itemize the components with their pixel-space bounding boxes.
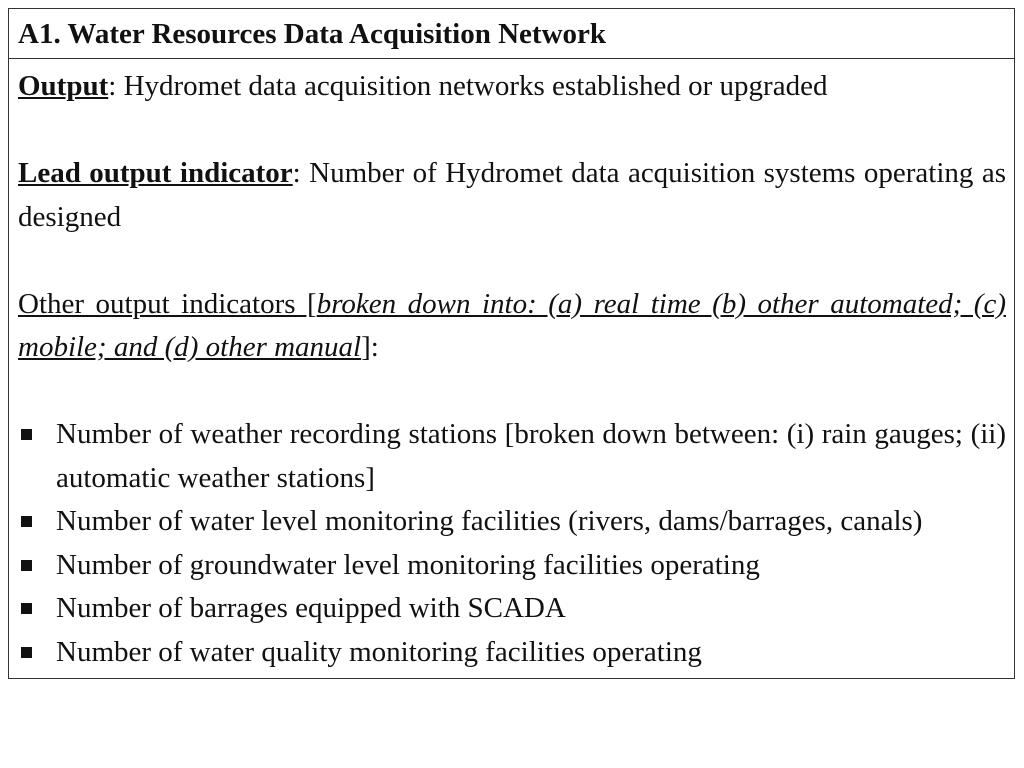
- table-header: [9, 9, 1014, 59]
- spacer: [18, 370, 1006, 414]
- list-item-text: Number of groundwater level monitoring facilities operating: [56, 548, 760, 581]
- square-bullet-icon: [21, 560, 32, 571]
- list-item: [18, 587, 1006, 631]
- other-indicators-suffix: ]: [361, 331, 371, 363]
- square-bullet-icon: [21, 647, 32, 658]
- output-paragraph: [18, 65, 1006, 109]
- header-title: A1. Water Resources Data Acquisition Network: [18, 18, 607, 50]
- list-item-text: Number of water quality monitoring facilities operating: [56, 635, 702, 668]
- lead-indicator-paragraph: [18, 152, 1006, 239]
- lead-indicator-label: Lead output indicator: [18, 157, 293, 189]
- spacer: [18, 239, 1006, 283]
- square-bullet-icon: [21, 429, 32, 440]
- output-separator: :: [108, 70, 117, 102]
- square-bullet-icon: [21, 603, 32, 614]
- list-item: [18, 413, 1006, 500]
- other-indicators-prefix: Other output indicators [: [18, 287, 317, 320]
- spacer: [18, 109, 1006, 153]
- output-text: Hydromet data acquisition networks established or upgraded: [123, 70, 828, 102]
- list-item: [18, 631, 1006, 675]
- list-item: [18, 544, 1006, 588]
- list-item-text: Number of weather recording stations [broken down between: (i) rain gauges; (ii) automatic weather stations]: [56, 418, 1006, 494]
- list-item-text: Number of water level monitoring facilities (rivers, dams/barrages, canals): [56, 505, 923, 537]
- output-label: Output: [18, 70, 109, 102]
- table-body: [9, 59, 1014, 678]
- other-indicators-breakdown: broken down into: (a) real time (b) other automated; (c) mobile; and (d) other manual: [18, 287, 1006, 363]
- other-indicators-heading: [18, 288, 1006, 364]
- square-bullet-icon: [21, 516, 32, 527]
- other-indicators-paragraph: [18, 283, 1006, 370]
- indicator-bullet-list: [18, 413, 1006, 674]
- other-indicators-colon: :: [370, 331, 379, 363]
- lead-indicator-separator: :: [292, 157, 301, 189]
- indicator-table: [8, 8, 1015, 679]
- list-item-text: Number of barrages equipped with SCADA: [56, 592, 566, 624]
- list-item: [18, 500, 1006, 544]
- lead-indicator-text: Number of Hydromet data acquisition systems operating as designed: [18, 157, 1006, 233]
